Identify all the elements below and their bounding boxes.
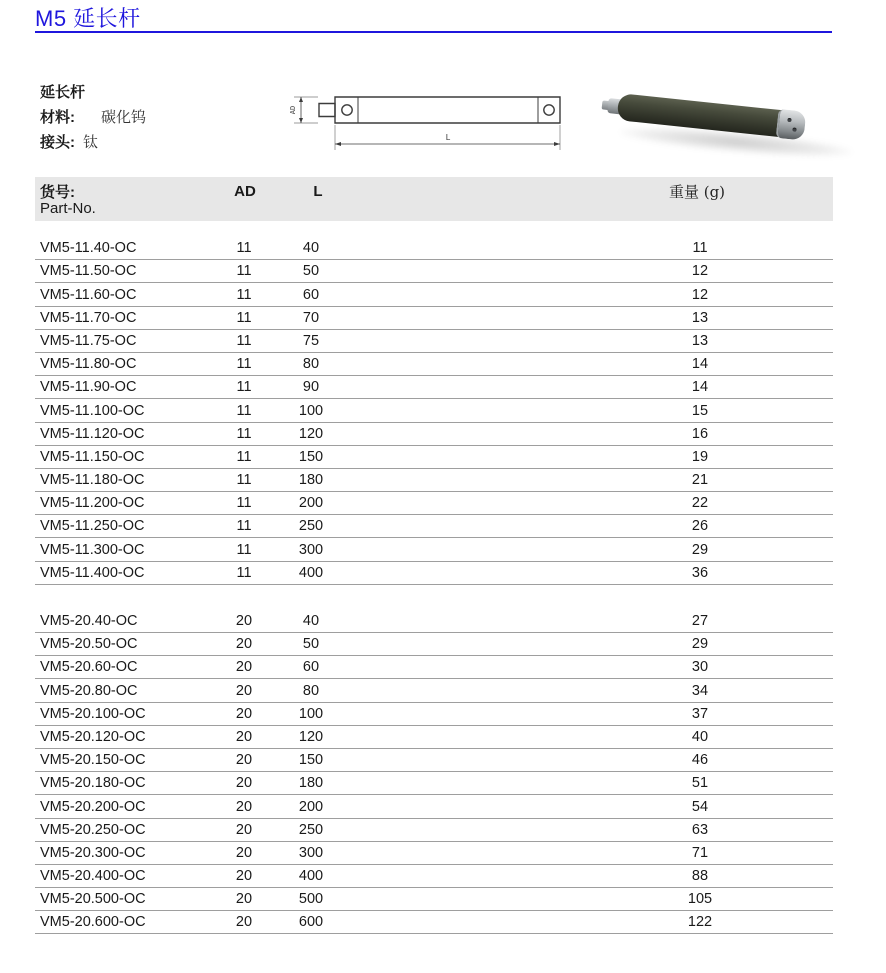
table-row — [35, 330, 833, 353]
l-value: 40 — [302, 240, 320, 257]
dim-label-ad: AD — [289, 105, 297, 115]
weight-value: 122 — [687, 914, 713, 931]
l-value: 50 — [302, 636, 320, 653]
l-value: 50 — [302, 263, 320, 280]
part-number: VM5-20.150-OC — [40, 752, 146, 769]
part-number: VM5-11.40-OC — [40, 240, 137, 257]
part-number: VM5-11.75-OC — [40, 332, 137, 349]
ad-value: 11 — [236, 448, 252, 465]
table-row — [35, 749, 833, 772]
weight-value: 71 — [691, 844, 709, 861]
rod-outline — [335, 97, 560, 123]
table-row — [35, 819, 833, 842]
part-number: VM5-20.500-OC — [40, 891, 146, 908]
l-value: 150 — [298, 448, 324, 465]
ad-value: 20 — [235, 844, 253, 861]
technical-drawing — [288, 84, 573, 162]
table-row — [35, 656, 833, 679]
ad-value: 11 — [236, 472, 252, 489]
part-number: VM5-11.70-OC — [40, 309, 137, 326]
ad-value: 11 — [236, 425, 252, 442]
l-value: 300 — [298, 844, 324, 861]
l-value: 100 — [298, 705, 324, 722]
rod-tab-outline — [319, 104, 335, 117]
ad-value: 20 — [235, 821, 253, 838]
part-number: VM5-11.120-OC — [40, 425, 145, 442]
weight-value: 22 — [691, 495, 709, 512]
weight-value: 88 — [691, 868, 709, 885]
weight-value: 16 — [691, 425, 709, 442]
ad-value: 20 — [235, 752, 253, 769]
table-row — [35, 865, 833, 888]
part-number: VM5-20.400-OC — [40, 868, 146, 885]
table-row — [35, 610, 833, 633]
part-number: VM5-11.400-OC — [40, 564, 145, 581]
rod-end-cap — [776, 109, 807, 141]
table-row — [35, 399, 833, 422]
l-value: 400 — [298, 564, 324, 581]
table-row — [35, 423, 833, 446]
part-number: VM5-11.200-OC — [40, 495, 145, 512]
header-part-no-zh: 货号: — [40, 184, 75, 201]
part-number: VM5-20.80-OC — [40, 682, 138, 699]
part-number: VM5-20.60-OC — [40, 659, 138, 676]
ad-value: 11 — [236, 518, 252, 535]
weight-value: 34 — [691, 682, 709, 699]
part-number: VM5-11.250-OC — [40, 518, 145, 535]
header-ad: AD — [234, 183, 256, 200]
part-number: VM5-11.100-OC — [40, 402, 145, 419]
joint-value: 钛 — [83, 133, 99, 151]
weight-value: 11 — [692, 240, 708, 257]
page-title: M5 延长杆 — [35, 6, 141, 31]
ad-value: 20 — [235, 891, 253, 908]
part-number: VM5-11.150-OC — [40, 448, 145, 465]
ad-value: 20 — [235, 775, 253, 792]
left-hole — [342, 105, 352, 115]
header-part-no-en: Part-No. — [40, 200, 96, 217]
weight-value: 12 — [691, 286, 709, 303]
table-row — [35, 283, 833, 306]
header-weight: 重量 (g) — [668, 183, 726, 201]
weight-value: 46 — [691, 752, 709, 769]
product-info — [40, 80, 146, 155]
weight-value: 19 — [691, 448, 709, 465]
l-value: 400 — [298, 868, 324, 885]
table-header — [35, 177, 833, 221]
part-number: VM5-11.50-OC — [40, 263, 137, 280]
l-value: 40 — [302, 613, 320, 629]
table-row — [35, 260, 833, 283]
part-number: VM5-11.300-OC — [40, 541, 145, 558]
l-value: 75 — [302, 332, 320, 349]
product-name: 延长杆 — [40, 84, 86, 101]
weight-value: 13 — [691, 309, 709, 326]
part-number: VM5-20.200-OC — [40, 798, 146, 815]
material-label: 材料: — [40, 109, 75, 126]
ad-value: 20 — [235, 636, 253, 653]
weight-value: 27 — [691, 613, 709, 629]
weight-value: 15 — [691, 402, 709, 419]
weight-value: 29 — [691, 541, 709, 558]
joint-line — [40, 130, 146, 155]
l-value: 250 — [298, 518, 324, 535]
part-number: VM5-11.80-OC — [40, 356, 137, 373]
l-value: 100 — [298, 402, 324, 419]
l-value: 180 — [298, 775, 324, 792]
table-row — [35, 633, 833, 656]
l-value: 250 — [298, 821, 324, 838]
weight-value: 37 — [691, 705, 709, 722]
table-row — [35, 469, 833, 492]
ad-value: 20 — [235, 682, 253, 699]
l-value: 60 — [302, 659, 320, 676]
weight-value: 13 — [691, 332, 709, 349]
table-row — [35, 538, 833, 561]
table-row — [35, 492, 833, 515]
table-body — [35, 237, 833, 934]
weight-value: 40 — [691, 728, 709, 745]
material-line — [40, 105, 146, 130]
weight-value: 21 — [691, 472, 709, 489]
weight-value: 14 — [691, 356, 709, 373]
weight-value: 26 — [691, 518, 709, 535]
cap-hole — [792, 127, 796, 131]
ad-value: 11 — [236, 286, 252, 303]
ad-value: 20 — [235, 728, 253, 745]
l-value: 180 — [298, 472, 324, 489]
ad-value: 11 — [236, 332, 252, 349]
table-row — [35, 376, 833, 399]
ad-value: 11 — [236, 495, 252, 512]
part-number: VM5-20.100-OC — [40, 705, 146, 722]
table-row — [35, 515, 833, 538]
table-row — [35, 726, 833, 749]
table-row — [35, 911, 833, 934]
l-value: 120 — [298, 728, 324, 745]
ad-value: 11 — [236, 240, 252, 257]
ad-value: 20 — [235, 613, 253, 629]
part-number: VM5-20.600-OC — [40, 914, 146, 931]
l-value: 80 — [302, 356, 320, 373]
table-row — [35, 237, 833, 260]
material-value: 碳化钨 — [101, 108, 147, 126]
l-value: 600 — [298, 914, 324, 931]
table-row — [35, 772, 833, 795]
ad-value: 11 — [236, 356, 252, 373]
right-hole — [544, 105, 554, 115]
l-value: 200 — [298, 798, 324, 815]
ad-value: 20 — [235, 659, 253, 676]
table-row — [35, 842, 833, 865]
weight-value: 30 — [691, 659, 709, 676]
weight-value: 14 — [691, 379, 709, 396]
part-number: VM5-11.180-OC — [40, 472, 145, 489]
part-number: VM5-20.50-OC — [40, 636, 138, 653]
l-value: 200 — [298, 495, 324, 512]
joint-label: 接头: — [40, 134, 75, 151]
part-number: VM5-20.180-OC — [40, 775, 146, 792]
ad-value: 20 — [235, 914, 253, 931]
table-row — [35, 307, 833, 330]
table-row — [35, 562, 833, 585]
weight-value: 12 — [691, 263, 709, 280]
part-number: VM5-20.120-OC — [40, 728, 146, 745]
weight-value: 63 — [691, 821, 709, 838]
l-value: 150 — [298, 752, 324, 769]
weight-value: 29 — [691, 636, 709, 653]
part-number: VM5-20.300-OC — [40, 844, 146, 861]
ad-value: 20 — [235, 705, 253, 722]
l-value: 80 — [302, 682, 320, 699]
part-number: VM5-11.60-OC — [40, 286, 137, 303]
title-divider — [35, 31, 832, 33]
table-row — [35, 888, 833, 911]
weight-value: 105 — [687, 891, 713, 908]
table-row — [35, 446, 833, 469]
l-value: 70 — [302, 309, 320, 326]
l-value: 500 — [298, 891, 324, 908]
table-row — [35, 795, 833, 818]
part-number: VM5-20.40-OC — [40, 613, 138, 629]
l-value: 120 — [298, 425, 324, 442]
weight-value: 54 — [691, 798, 709, 815]
ad-value: 11 — [236, 379, 252, 396]
header-l: L — [313, 183, 323, 200]
ad-value: 11 — [236, 309, 252, 326]
weight-value: 51 — [691, 775, 709, 792]
part-number: VM5-20.250-OC — [40, 821, 146, 838]
table-group-gap — [35, 585, 833, 610]
table-row — [35, 703, 833, 726]
ad-value: 11 — [236, 541, 252, 558]
ad-value: 20 — [235, 868, 253, 885]
l-value: 90 — [302, 379, 320, 396]
table-row — [35, 679, 833, 702]
part-number: VM5-11.90-OC — [40, 379, 137, 396]
table-row — [35, 353, 833, 376]
ad-value: 11 — [236, 402, 252, 419]
dim-label-l: L — [445, 133, 451, 142]
weight-value: 36 — [691, 564, 709, 581]
ad-value: 11 — [236, 564, 252, 581]
l-value: 300 — [298, 541, 324, 558]
l-value: 60 — [302, 286, 320, 303]
ad-value: 11 — [236, 263, 252, 280]
product-photo — [592, 66, 878, 176]
ad-value: 20 — [235, 798, 253, 815]
cap-hole — [787, 118, 791, 122]
